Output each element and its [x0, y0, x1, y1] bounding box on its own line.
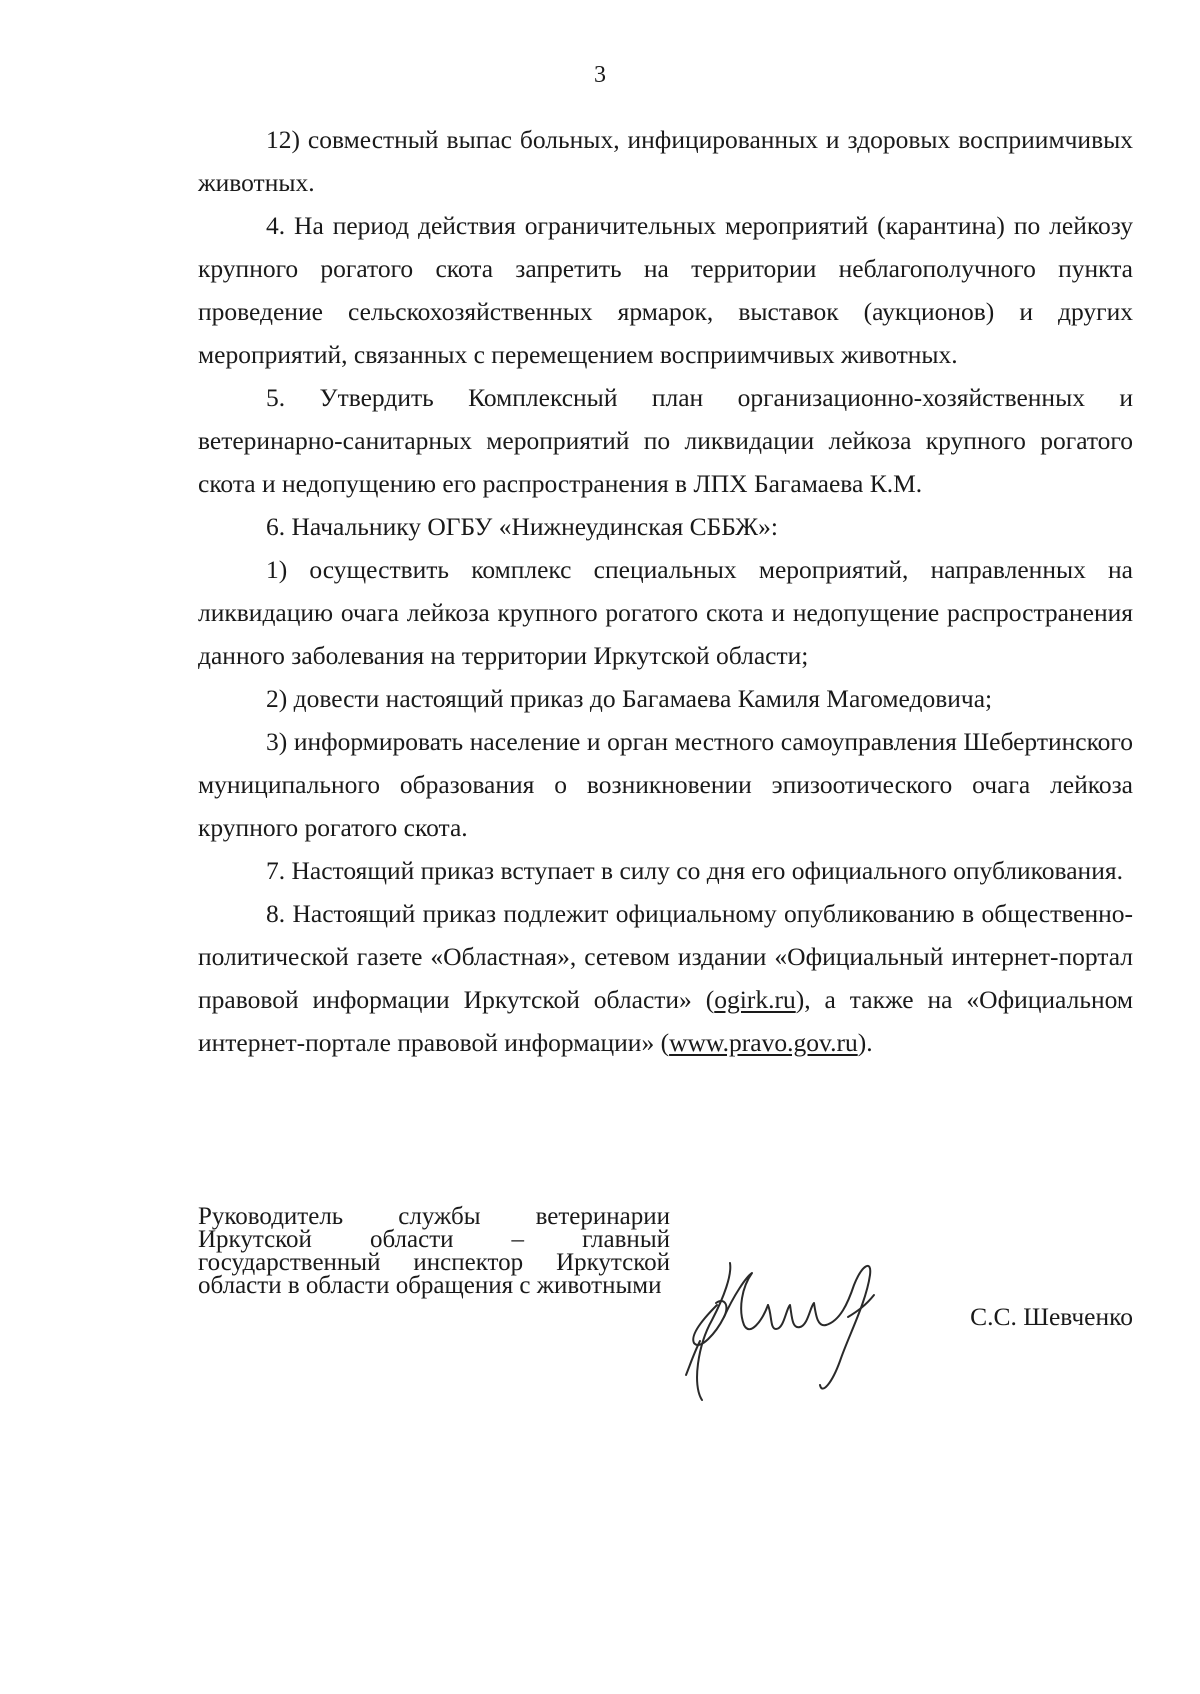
paragraph-6-2: 2) довести настоящий приказ до Багамаева Камиля Магомедовича;	[266, 684, 993, 713]
signatory-title: Руководитель службы ветеринарии Иркутской области – главный государственный инспектор Иркутской области в области обращения с животными	[198, 1203, 670, 1299]
paragraph-8-text-start: 8. Настоящий приказ подлежит официальному опубликованию в общественно-политической газете «Областная», сетевом издании «Официальный интернет-портал правовой информации Иркутской области» (	[198, 899, 1133, 1014]
paragraph-6-1: 1) осуществить комплекс специальных мероприятий, направленных на ликвидацию очага лейкоза крупного рогатого скота и недопущение распространения данного заболевания на территории Иркутской области;	[198, 555, 1133, 670]
ogirk-link[interactable]: ogirk.ru	[714, 985, 796, 1014]
page-number: 3	[594, 62, 606, 88]
paragraph-8	[198, 892, 1133, 1064]
paragraph-6: 6. Начальнику ОГБУ «Нижнеудинская СББЖ»:	[266, 512, 778, 541]
pravo-link[interactable]: www.pravo.gov.ru	[669, 1028, 858, 1057]
signer-name: С.С. Шевченко	[970, 1302, 1133, 1331]
document-body	[198, 118, 1133, 1064]
paragraph-8-text-middle: ), а также на «Официальном интернет-портале правовой информации» (	[198, 985, 1133, 1057]
paragraph-4: 4. На период действия ограничительных мероприятий (карантина) по лейкозу крупного рогатого скота запретить на территории неблагополучного пункта проведение сельскохозяйственных ярмарок, выставок (аукционов) и других мероприятий, связанных с перемещением восприимчивых животных.	[198, 211, 1133, 369]
handwritten-signature	[672, 1225, 912, 1410]
paragraph-7: 7. Настоящий приказ вступает в силу со дня его официального опубликования.	[266, 856, 1123, 885]
paragraph-item-12: 12) совместный выпас больных, инфицированных и здоровых восприимчивых животных.	[198, 125, 1133, 197]
paragraph-8-text-end: ).	[857, 1028, 873, 1057]
paragraph-5: 5. Утвердить Комплексный план организационно-хозяйственных и ветеринарно-санитарных мероприятий по ликвидации лейкоза крупного рогатого скота и недопущению его распространения в ЛПХ Багамаева К.М.	[198, 383, 1133, 498]
paragraph-6-3: 3) информировать население и орган местного самоуправления Шебертинского муниципального образования о возникновении эпизоотического очага лейкоза крупного рогатого скота.	[198, 727, 1133, 842]
